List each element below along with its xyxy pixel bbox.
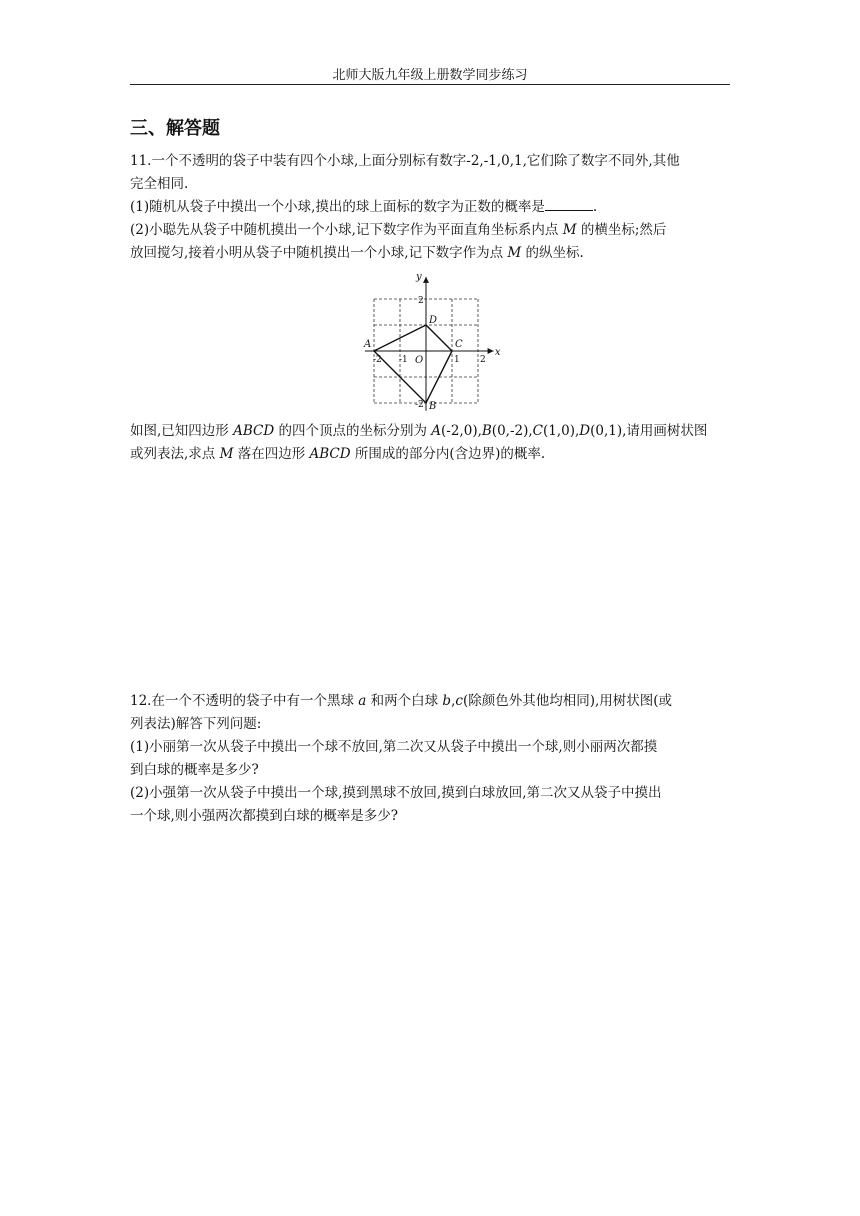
q12-part-1-line-2: 到白球的概率是多少?: [130, 762, 259, 778]
q12-stem-line-2: 列表法)解答下列问题:: [130, 716, 262, 732]
question-11: [130, 150, 730, 265]
vertex-label-a: A: [364, 339, 372, 350]
vertex-label-d: D: [429, 315, 438, 326]
x-tick-label: 2: [480, 355, 486, 365]
x-tick-label: 1: [454, 355, 460, 365]
q11-stem-line-1: 11.一个不透明的袋子中装有四个小球,上面分别标有数字-2,-1,0,1,它们除了数字不同外,其他: [130, 153, 680, 169]
desc-text: 所围成的部分内(含边界)的概率.: [350, 446, 546, 462]
page-header: 北师大版九年级上册数学同步练习: [332, 68, 528, 83]
q12-stem-line-1: [130, 690, 730, 713]
q11-figure-description: [130, 420, 730, 466]
desc-var: C: [532, 423, 543, 439]
y-axis-label: y: [416, 272, 422, 283]
q12-part-2-line-2: 一个球,则小强两次都摸到白球的概率是多少?: [130, 808, 399, 824]
vertex-label-c: C: [455, 339, 463, 350]
coordinate-plane-svg: [360, 272, 510, 414]
q11-part-2-text: 的横坐标;然后: [576, 222, 667, 238]
quadrilateral-abcd: [374, 325, 452, 403]
quadrilateral-edges: [374, 325, 452, 403]
x-axis-label: x: [494, 347, 501, 358]
desc-var: B: [481, 423, 492, 439]
desc-text: 或列表法,求点: [130, 446, 220, 462]
q12-text: ,: [451, 693, 456, 709]
origin-label: O: [415, 355, 424, 366]
vertex-label-b: B: [429, 401, 437, 412]
var-b: b: [442, 693, 452, 709]
answer-blank: [545, 196, 593, 211]
y-axis-arrow: [423, 277, 429, 283]
question-12: [130, 690, 730, 828]
var-c: c: [455, 693, 463, 709]
desc-var: ABCD: [233, 423, 275, 439]
q11-stem-line-2: 完全相同.: [130, 176, 189, 192]
x-tick-label: -2: [373, 355, 382, 365]
q11-part-2-text: (2)小聪先从袋子中随机摸出一个小球,记下数字作为平面直角坐标系内点: [130, 222, 563, 238]
desc-var: M: [219, 446, 234, 462]
desc-var: A: [431, 423, 442, 439]
y-tick-label: 2: [418, 296, 424, 306]
q12-text: 12.在一个不透明的袋子中有一个黑球: [130, 693, 359, 709]
x-axis-arrow: [488, 348, 494, 354]
var-a: a: [358, 693, 367, 709]
desc-text: (0,1),请用画树状图: [590, 423, 708, 439]
axes: [365, 277, 494, 411]
q11-desc-line-1: [130, 420, 730, 443]
var-m: M: [507, 245, 522, 261]
coordinate-figure: [360, 272, 510, 418]
q11-part-2-line-2: [130, 242, 730, 265]
desc-text: (-2,0),: [441, 423, 482, 439]
q11-part-2-text: 的纵坐标.: [521, 245, 584, 261]
x-tick-label: -1: [399, 355, 408, 365]
y-tick-label: -2: [415, 400, 424, 410]
desc-text: 如图,已知四边形: [130, 423, 234, 439]
desc-text: 的四个顶点的坐标分别为: [274, 423, 432, 439]
desc-var: D: [579, 423, 591, 439]
q12-text: (除颜色外其他均相同),用树状图(或: [462, 693, 673, 709]
q11-desc-line-2: [130, 443, 730, 466]
q12-text: 和两个白球: [366, 693, 443, 709]
q11-part-2-line-1: [130, 219, 730, 242]
section-title: 三、解答题: [130, 118, 220, 139]
q11-part-1: [130, 196, 730, 219]
header-divider: [130, 84, 730, 85]
q12-part-1-line-1: (1)小丽第一次从袋子中摸出一个球不放回,第二次又从袋子中摸出一个球,则小丽两次都摸: [130, 739, 658, 755]
desc-var: ABCD: [309, 446, 351, 462]
desc-text: 落在四边形: [233, 446, 310, 462]
desc-text: (0,-2),: [491, 423, 533, 439]
q11-part-1-end: .: [592, 199, 598, 215]
var-m: M: [562, 222, 577, 238]
q11-part-1-text: (1)随机从袋子中摸出一个小球,摸出的球上面标的数字为正数的概率是: [130, 199, 545, 215]
q11-part-2-text: 放回搅匀,接着小明从袋子中随机摸出一个小球,记下数字作为点: [130, 245, 508, 261]
q12-part-2-line-1: (2)小强第一次从袋子中摸出一个球,摸到黑球不放回,摸到白球放回,第二次又从袋子中摸出: [130, 785, 662, 801]
desc-text: (1,0),: [543, 423, 580, 439]
